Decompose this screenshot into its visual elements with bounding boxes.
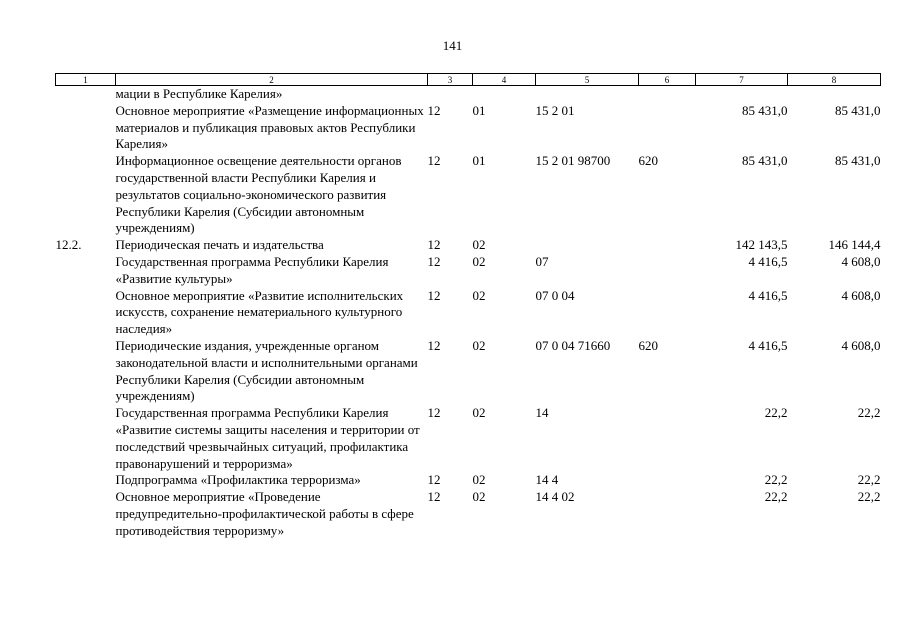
row-number: [56, 254, 116, 288]
amount-year-1: 142 143,5: [735, 237, 788, 253]
expense-type-code: [639, 103, 696, 153]
row-name: Государственная программа Республики Карелия «Развитие культуры»: [115, 253, 389, 286]
table-row: [56, 103, 881, 153]
section-code: 12: [427, 405, 441, 421]
expense-type-code: [639, 472, 696, 489]
row-number: [56, 153, 116, 237]
amount-year-1: 22,2: [764, 489, 788, 505]
column-number: 8: [788, 74, 881, 86]
amount-year-2: 22,2: [857, 405, 881, 421]
target-article-code: 14 4: [535, 472, 559, 488]
row-name: Периодическая печать и издательства: [115, 237, 324, 253]
target-article-code: 07: [535, 253, 549, 269]
row-name: Подпрограмма «Профилактика терроризма»: [115, 472, 361, 488]
column-number: 3: [428, 74, 473, 86]
target-article-code: [536, 237, 639, 254]
amount-year-2: [788, 86, 881, 103]
row-name: Информационное освещение деятельности органов государственной власти Республики Карелия и результатов социально-экономического развития Республики Карелия (Субсидии автономным учреждениям): [115, 153, 402, 236]
amount-year-2: 4 608,0: [841, 337, 881, 353]
target-article-code: 15 2 01: [535, 102, 575, 118]
column-number-row: [56, 74, 881, 86]
row-name: Основное мероприятие «Развитие исполнительских искусств, сохранение нематериального культурного наследия»: [115, 287, 404, 337]
section-code: 12: [427, 489, 441, 505]
section-code: 12: [427, 337, 441, 353]
amount-year-1: 4 416,5: [748, 253, 788, 269]
amount-year-2: 85 431,0: [835, 102, 881, 118]
target-article-code: 15 2 01 98700: [535, 153, 611, 169]
column-number: 1: [56, 74, 116, 86]
table-row: [56, 86, 881, 103]
section-code: 12: [427, 287, 441, 303]
expense-type-code: [639, 254, 696, 288]
amount-year-2: 22,2: [857, 472, 881, 488]
section-code: 12: [427, 472, 441, 488]
expense-type-code: 620: [638, 337, 658, 353]
subsection-code: 02: [472, 337, 486, 353]
row-name: Государственная программа Республики Карелия «Развитие системы защиты населения и территории от последствий чрезвычайных ситуаций, профилактика правонарушений и терроризма»: [115, 405, 420, 471]
column-number: 4: [473, 74, 536, 86]
row-number: [56, 86, 116, 103]
budget-table: [55, 73, 881, 540]
amount-year-2: 146 144,4: [828, 237, 881, 253]
table-row: [56, 237, 881, 254]
subsection-code: 02: [472, 253, 486, 269]
amount-year-1: 4 416,5: [748, 337, 788, 353]
amount-year-2: 4 608,0: [841, 287, 881, 303]
amount-year-1: 85 431,0: [742, 153, 788, 169]
row-number: [56, 338, 116, 405]
section-code: 12: [427, 253, 441, 269]
amount-year-2: 22,2: [857, 489, 881, 505]
table-row: [56, 405, 881, 472]
expense-type-code: 620: [638, 153, 658, 169]
row-number: [56, 489, 116, 539]
target-article-code: [536, 86, 639, 103]
row-name: мации в Республике Карелия»: [115, 86, 283, 101]
amount-year-1: [696, 86, 788, 103]
target-article-code: 14 4 02: [535, 489, 575, 505]
row-number: [56, 103, 116, 153]
target-article-code: 07 0 04: [535, 287, 575, 303]
target-article-code: 07 0 04 71660: [535, 337, 611, 353]
amount-year-2: 4 608,0: [841, 253, 881, 269]
subsection-code: 02: [472, 472, 486, 488]
amount-year-2: 85 431,0: [835, 153, 881, 169]
subsection-code: 02: [472, 489, 486, 505]
table-row: [56, 288, 881, 338]
target-article-code: 14: [535, 405, 549, 421]
subsection-code: [473, 86, 536, 103]
expense-type-code: [639, 288, 696, 338]
table-row: [56, 338, 881, 405]
amount-year-1: 4 416,5: [748, 287, 788, 303]
expense-type-code: [639, 405, 696, 472]
row-name: Основное мероприятие «Проведение предупредительно-профилактической работы в сфере противодействия терроризму»: [115, 489, 414, 538]
table-row: [56, 472, 881, 489]
row-number: 12.2.: [55, 237, 82, 253]
expense-type-code: [639, 237, 696, 254]
column-number: 6: [639, 74, 696, 86]
row-number: [56, 472, 116, 489]
subsection-code: 01: [472, 153, 486, 169]
subsection-code: 01: [472, 102, 486, 118]
row-number: [56, 288, 116, 338]
section-code: 12: [427, 102, 441, 118]
expense-type-code: [639, 86, 696, 103]
column-number: 5: [536, 74, 639, 86]
subsection-code: 02: [472, 237, 486, 253]
expense-type-code: [639, 489, 696, 539]
row-name: Периодические издания, учрежденные органом законодательной власти и исполнительными органами Республики Карелия (Субсидии автономным учреждениям): [115, 337, 418, 404]
page-number: 141: [442, 38, 463, 53]
section-code: 12: [427, 153, 441, 169]
row-name: Основное мероприятие «Размещение информационных материалов и публикация правовых актов Республики Карелия»: [115, 102, 424, 152]
section-code: [428, 86, 473, 103]
table-row: [56, 153, 881, 237]
row-number: [56, 405, 116, 472]
table-row: [56, 489, 881, 539]
amount-year-1: 22,2: [764, 472, 788, 488]
amount-year-1: 22,2: [764, 405, 788, 421]
column-number: 7: [696, 74, 788, 86]
subsection-code: 02: [472, 287, 486, 303]
column-number: 2: [116, 74, 428, 86]
subsection-code: 02: [472, 405, 486, 421]
table-row: [56, 254, 881, 288]
section-code: 12: [427, 237, 441, 253]
amount-year-1: 85 431,0: [742, 102, 788, 118]
